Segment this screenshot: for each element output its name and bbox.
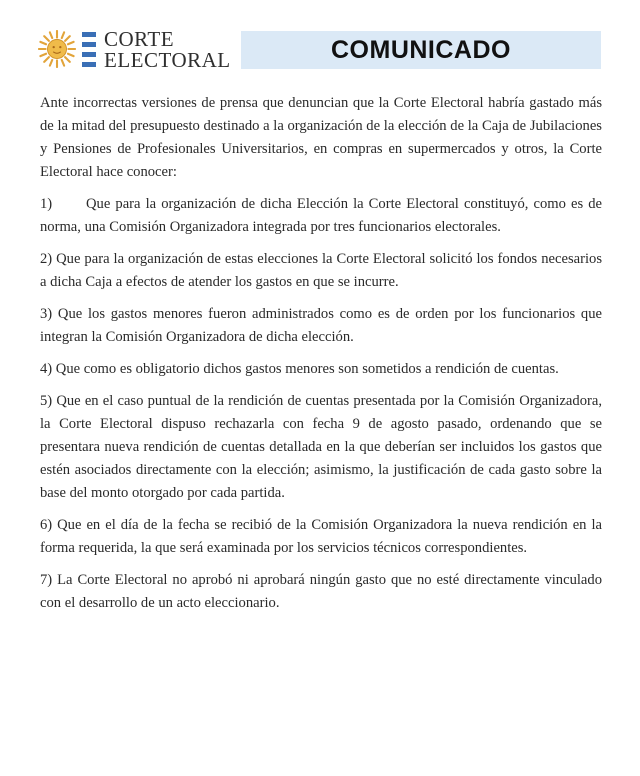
logo-line-2: ELECTORAL [104, 48, 231, 72]
intro-paragraph: Ante incorrectas versiones de prensa que denuncian que la Corte Electoral habría gastado más de la mitad del presupuesto destinado a la organización de la elección de la Caja de Jubilaciones y Pensiones de Profesionales Universitarios, en compras en supermercados y otros, la Corte Electoral hace conocer: [40, 95, 602, 180]
item-5: 5) Que en el caso puntual de la rendición de cuentas presentada por la Comisión Organizadora, la Corte Electoral dispuso rechazarla con fecha 9 de agosto pasado, ordenando que se presentara nueva rendición de cuentas detallada en la que deberían ser incluidos los gastos que estén asociados directamente con la elección; asimismo, la justificación de cada gasto sobre la base del monto otorgado por cada partida. [40, 393, 602, 501]
item-1-text: Que para la organización de dicha Elección la Corte Electoral constituyó, como es de norma, una Comisión Organizadora integrada por tres funcionarios electorales. [40, 196, 602, 235]
item-2: 2) Que para la organización de estas elecciones la Corte Electoral solicitó los fondos necesarios a dicha Caja a efectos de atender los gastos en que se incurre. [40, 251, 602, 290]
flag-stripes-icon [82, 32, 96, 68]
corte-electoral-logo [38, 28, 238, 74]
header [0, 0, 640, 90]
item-1 [40, 193, 602, 239]
item-3: 3) Que los gastos menores fueron administrados como es de orden por los funcionarios que integran la Comisión Organizadora de dicha elección. [40, 306, 602, 345]
item-1-number: 1) [40, 196, 53, 212]
logo-text [104, 29, 231, 71]
item-6: 6) Que en el día de la fecha se recibió de la Comisión Organizadora la nueva rendición en la forma requerida, la que será examinada por los servicios técnicos correspondientes. [40, 517, 602, 556]
item-7: 7) La Corte Electoral no aprobó ni aprobará ningún gasto que no esté directamente vinculado con el desarrollo de un acto eleccionario. [40, 572, 602, 611]
title-banner [241, 31, 601, 69]
sun-emblem-icon [38, 30, 76, 68]
logo-line-1: CORTE [104, 27, 175, 51]
communique-body [40, 92, 602, 624]
item-4: 4) Que como es obligatorio dichos gastos menores son sometidos a rendición de cuentas. [40, 361, 559, 377]
page-title: COMUNICADO [331, 35, 511, 64]
